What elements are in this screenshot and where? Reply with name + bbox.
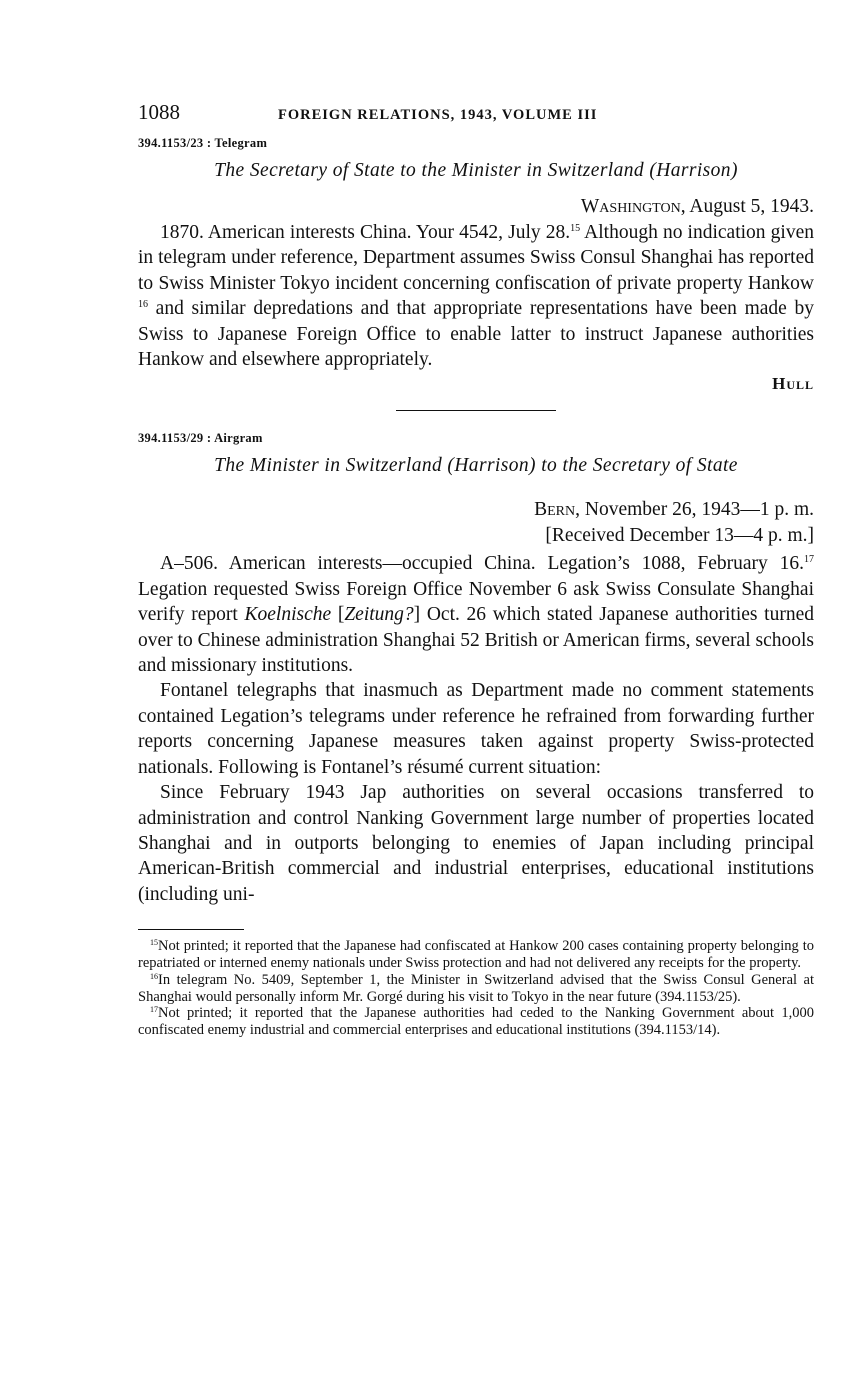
doc2-p1-text-c: [ — [331, 604, 345, 626]
doc1-title: The Secretary of State to the Minister in Switzerland (Harrison) — [214, 160, 738, 181]
doc2-p1-text-d: ] Oct. 26 which stated Japanese authorities turned over to Chinese administration Shanghai 52 British or American firms, several schools and missionary institutions. — [138, 604, 814, 677]
doc2-date: November 26, 1943—1 p. m. — [584, 499, 814, 521]
doc2-file-ref: 394.1153/29 : Airgram — [138, 431, 263, 446]
footnote-16-text: In telegram No. 5409, September 1, the Minister in Switzerland advised that the Swiss Consul General at Shanghai would personally inform Mr. Gorgé during his visit to Tokyo in the near future (394.1153/25). — [138, 971, 814, 1005]
doc2-paragraph-3: Since February 1943 Jap authorities on several occasions transferred to administration and control Nanking Government large number of properties located Shanghai and in outports belonging to enemies of Japan including principal American-British commercial and industrial enterprises, educational institutions (including uni- — [138, 782, 814, 905]
footnote-16 — [138, 972, 814, 1006]
doc1-date: August 5, 1943. — [689, 196, 814, 217]
footnote-17-mark: 17 — [150, 1005, 158, 1015]
footnote-15-text: Not printed; it reported that the Japanese had confiscated at Hankow 200 cases containing property belonging to repatriated or interned enemy nationals under Swiss protection and had not delivered any receipts for the property. — [138, 938, 814, 971]
doc2-dateline — [138, 497, 814, 523]
footnote-ref-15: 15 — [570, 223, 581, 234]
footnote-15 — [138, 938, 814, 972]
footnote-divider — [138, 929, 244, 930]
doc1-signature: Hull — [772, 374, 814, 394]
section-divider — [396, 410, 556, 411]
footnote-16-mark: 16 — [150, 971, 158, 981]
doc2-p1-newspaper: Koelnische — [244, 604, 332, 626]
running-title: FOREIGN RELATIONS, 1943, VOLUME III — [278, 107, 598, 123]
page-number: 1088 — [138, 100, 180, 124]
doc1-place: Washington, — [580, 196, 686, 217]
doc1-text-a: 1870. American interests China. Your 4542, July 28. — [160, 222, 571, 243]
document-page — [138, 100, 814, 1039]
footnote-15-mark: 15 — [150, 938, 158, 948]
doc2-p1-text-a: A–506. American interests—occupied China. Legation’s 1088, February 16. — [160, 553, 804, 575]
doc2-p1-text-b: Legation requested Swiss Foreign Office November 6 ask Swiss Consulate Shanghai verify report — [138, 578, 814, 626]
doc2-place: Bern, — [534, 499, 581, 521]
doc1-paragraph — [138, 220, 814, 372]
footnote-17 — [138, 1005, 814, 1039]
doc2-received: [Received December 13—4 p. m.] — [545, 525, 814, 547]
doc2-p1-newspaper-suffix: Zeitung? — [344, 604, 414, 626]
doc1-dateline — [138, 194, 814, 220]
footnote-17-text: Not printed; it reported that the Japanese authorities had ceded to the Nanking Government about 1,000 confiscated enemy industrial and commercial enterprises and educational institutions (394.1153/14). — [138, 1005, 814, 1039]
doc1-text-b: Although no indication given in telegram under reference, Department assumes Swiss Consul Shanghai has reported to Swiss Minister Tokyo incident concerning confiscation of private property Hankow — [138, 222, 814, 294]
footnote-ref-16: 16 — [138, 299, 148, 311]
doc2-title: The Minister in Switzerland (Harrison) to the Secretary of State — [214, 455, 738, 477]
page-header — [138, 100, 814, 134]
doc2-paragraph-2: Fontanel telegraphs that inasmuch as Department made no comment statements contained Legation’s telegrams under reference he refrained from forwarding further reports concerning Japanese measures taken against property Swiss-protected nationals. Following is Fontanel’s résumé current situation: — [138, 680, 814, 778]
doc1-text-c: and similar depredations and that appropriate representations have been made by Swiss to Japanese Foreign Office to enable latter to instruct Japanese authorities Hankow and elsewhere appropriately. — [138, 298, 814, 371]
doc2-paragraph-1 — [138, 551, 814, 678]
footnote-ref-17: 17 — [804, 554, 814, 566]
doc1-file-ref: 394.1153/23 : Telegram — [138, 136, 268, 150]
